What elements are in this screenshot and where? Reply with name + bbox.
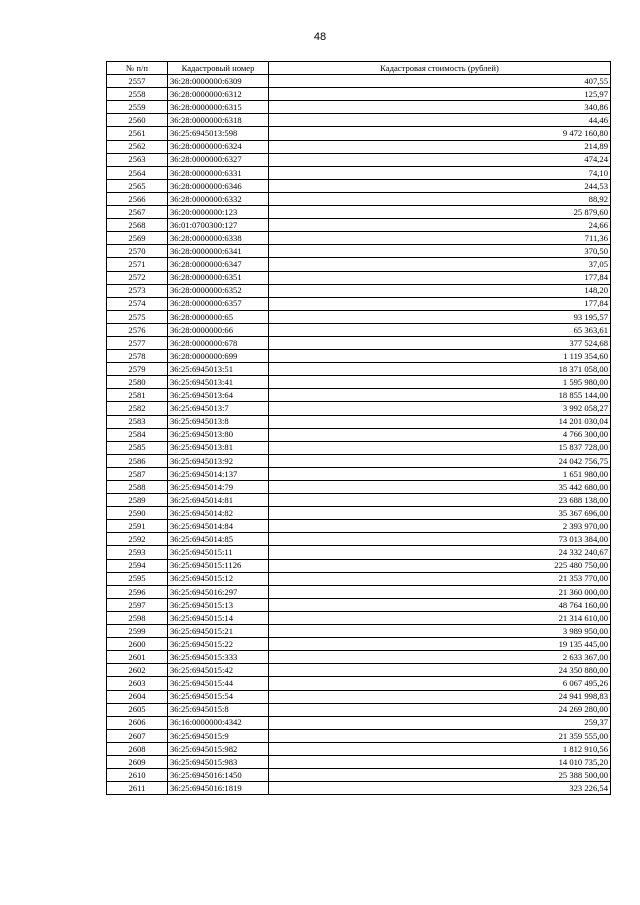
- cadastral-value-cell: 225 480 750,00: [269, 559, 611, 572]
- cadastral-value-cell: 214,89: [269, 140, 611, 153]
- cadastral-value-cell: 177,84: [269, 271, 611, 284]
- cadastral-value-cell: 48 764 160,00: [269, 598, 611, 611]
- table-row: [107, 520, 611, 533]
- cadastral-value-cell: 177,84: [269, 297, 611, 310]
- table-row: [107, 611, 611, 624]
- cadastral-number-cell: 36:28:0000000:6315: [168, 101, 269, 114]
- header-row: [107, 62, 611, 75]
- cadastral-value-cell: 370,50: [269, 245, 611, 258]
- cadastral-number-cell: 36:25:6945015:1126: [168, 559, 269, 572]
- row-number-cell: 2583: [107, 415, 168, 428]
- table-row: [107, 742, 611, 755]
- cadastral-value-cell: 19 135 445,00: [269, 638, 611, 651]
- row-number-cell: 2563: [107, 153, 168, 166]
- table-row: [107, 481, 611, 494]
- cadastral-number-cell: 36:28:0000000:6338: [168, 232, 269, 245]
- table-row: [107, 598, 611, 611]
- row-number-cell: 2596: [107, 585, 168, 598]
- table-row: [107, 219, 611, 232]
- cadastral-number-cell: 36:25:6945016:1819: [168, 782, 269, 795]
- page-number: 48: [313, 31, 327, 43]
- row-number-cell: 2570: [107, 245, 168, 258]
- table-row: [107, 284, 611, 297]
- table-row: [107, 546, 611, 559]
- row-number-cell: 2586: [107, 454, 168, 467]
- cadastral-number-cell: 36:28:0000000:6318: [168, 114, 269, 127]
- cadastral-value-cell: 474,24: [269, 153, 611, 166]
- cadastral-number-cell: 36:25:6945015:12: [168, 572, 269, 585]
- cadastral-number-cell: 36:25:6945016:297: [168, 585, 269, 598]
- table-row: [107, 127, 611, 140]
- cadastral-value-cell: 15 837 728,00: [269, 441, 611, 454]
- row-number-cell: 2569: [107, 232, 168, 245]
- cadastral-value-cell: 4 766 300,00: [269, 428, 611, 441]
- cadastral-number-cell: 36:28:0000000:6357: [168, 297, 269, 310]
- table-row: [107, 716, 611, 729]
- table-row: [107, 179, 611, 192]
- cadastral-value-cell: 74,10: [269, 166, 611, 179]
- cadastral-number-cell: 36:25:6945014:81: [168, 494, 269, 507]
- cadastral-number-cell: 36:28:0000000:6309: [168, 75, 269, 88]
- cadastral-value-cell: 1 119 354,60: [269, 350, 611, 363]
- cadastral-value-cell: 340,86: [269, 101, 611, 114]
- cadastral-number-cell: 36:25:6945015:982: [168, 742, 269, 755]
- cadastral-value-cell: 35 367 696,00: [269, 507, 611, 520]
- table-row: [107, 88, 611, 101]
- table-row: [107, 729, 611, 742]
- cadastral-value-cell: 88,92: [269, 192, 611, 205]
- table-row: [107, 206, 611, 219]
- cadastral-number-cell: 36:25:6945015:9: [168, 729, 269, 742]
- row-number-cell: 2568: [107, 219, 168, 232]
- cadastral-value-cell: 3 989 950,00: [269, 625, 611, 638]
- table-row: [107, 428, 611, 441]
- cadastral-value-cell: 24 941 998,83: [269, 690, 611, 703]
- row-number-cell: 2593: [107, 546, 168, 559]
- cadastral-number-cell: 36:25:6945013:7: [168, 402, 269, 415]
- table-row: [107, 389, 611, 402]
- cadastral-value-cell: 125,97: [269, 88, 611, 101]
- row-number-cell: 2587: [107, 467, 168, 480]
- cadastral-value-cell: 148,20: [269, 284, 611, 297]
- cadastral-number-cell: 36:25:6945013:598: [168, 127, 269, 140]
- cadastral-number-cell: 36:25:6945015:11: [168, 546, 269, 559]
- cadastral-number-cell: 36:25:6945013:41: [168, 376, 269, 389]
- row-number-cell: 2567: [107, 206, 168, 219]
- cadastral-number-cell: 36:25:6945014:85: [168, 533, 269, 546]
- cadastral-number-cell: 36:28:0000000:6327: [168, 153, 269, 166]
- row-number-cell: 2610: [107, 769, 168, 782]
- table-row: [107, 467, 611, 480]
- cadastral-value-cell: 377 524,68: [269, 336, 611, 349]
- table-row: [107, 350, 611, 363]
- cadastral-number-cell: 36:28:0000000:6351: [168, 271, 269, 284]
- row-number-cell: 2590: [107, 507, 168, 520]
- cadastral-number-cell: 36:28:0000000:6346: [168, 179, 269, 192]
- table-row: [107, 441, 611, 454]
- row-number-cell: 2562: [107, 140, 168, 153]
- cadastral-value-cell: 18 371 058,00: [269, 363, 611, 376]
- table-row: [107, 638, 611, 651]
- cadastral-number-cell: 36:25:6945014:79: [168, 481, 269, 494]
- table-row: [107, 585, 611, 598]
- table-row: [107, 153, 611, 166]
- table-row: [107, 533, 611, 546]
- cadastral-value-cell: 35 442 680,00: [269, 481, 611, 494]
- row-number-cell: 2609: [107, 755, 168, 768]
- cadastral-value-cell: 244,53: [269, 179, 611, 192]
- cadastral-value-cell: 1 812 910,56: [269, 742, 611, 755]
- cadastral-value-cell: 44,46: [269, 114, 611, 127]
- row-number-cell: 2580: [107, 376, 168, 389]
- cadastral-number-cell: 36:25:6945013:92: [168, 454, 269, 467]
- table-row: [107, 192, 611, 205]
- cadastral-number-cell: 36:16:0000000:4342: [168, 716, 269, 729]
- row-number-cell: 2564: [107, 166, 168, 179]
- cadastral-value-cell: 9 472 160,80: [269, 127, 611, 140]
- row-number-cell: 2579: [107, 363, 168, 376]
- row-number-cell: 2607: [107, 729, 168, 742]
- cadastral-value-cell: 711,36: [269, 232, 611, 245]
- cadastral-value-cell: 21 314 610,00: [269, 611, 611, 624]
- row-number-cell: 2575: [107, 310, 168, 323]
- row-number-cell: 2561: [107, 127, 168, 140]
- table-row: [107, 101, 611, 114]
- table-row: [107, 677, 611, 690]
- cadastral-number-cell: 36:25:6945014:84: [168, 520, 269, 533]
- cadastral-number-cell: 36:25:6945015:22: [168, 638, 269, 651]
- cadastral-value-cell: 24 269 280,00: [269, 703, 611, 716]
- table-row: [107, 415, 611, 428]
- table-row: [107, 376, 611, 389]
- cadastral-value-cell: 3 992 058,27: [269, 402, 611, 415]
- cadastral-value-cell: 14 010 735,20: [269, 755, 611, 768]
- cadastral-value-cell: 73 013 384,00: [269, 533, 611, 546]
- row-number-cell: 2589: [107, 494, 168, 507]
- row-number-cell: 2600: [107, 638, 168, 651]
- cadastral-number-cell: 36:25:6945015:13: [168, 598, 269, 611]
- cadastral-number-cell: 36:25:6945015:42: [168, 664, 269, 677]
- row-number-cell: 2601: [107, 651, 168, 664]
- cadastral-number-cell: 36:28:0000000:6347: [168, 258, 269, 271]
- header-row-number: № п/п: [107, 62, 168, 75]
- row-number-cell: 2557: [107, 75, 168, 88]
- table-row: [107, 755, 611, 768]
- cadastral-number-cell: 36:25:6945013:64: [168, 389, 269, 402]
- table-row: [107, 323, 611, 336]
- table-row: [107, 297, 611, 310]
- table-row: [107, 271, 611, 284]
- cadastral-value-cell: 65 363,61: [269, 323, 611, 336]
- cadastral-value-cell: 25 388 500,00: [269, 769, 611, 782]
- row-number-cell: 2584: [107, 428, 168, 441]
- row-number-cell: 2572: [107, 271, 168, 284]
- row-number-cell: 2565: [107, 179, 168, 192]
- row-number-cell: 2574: [107, 297, 168, 310]
- cadastral-number-cell: 36:25:6945013:8: [168, 415, 269, 428]
- cadastral-value-cell: 6 067 495,26: [269, 677, 611, 690]
- row-number-cell: 2597: [107, 598, 168, 611]
- row-number-cell: 2588: [107, 481, 168, 494]
- cadastral-number-cell: 36:28:0000000:699: [168, 350, 269, 363]
- cadastral-number-cell: 36:01:0700300:127: [168, 219, 269, 232]
- row-number-cell: 2598: [107, 611, 168, 624]
- row-number-cell: 2573: [107, 284, 168, 297]
- cadastral-number-cell: 36:25:6945014:82: [168, 507, 269, 520]
- row-number-cell: 2591: [107, 520, 168, 533]
- table-row: [107, 507, 611, 520]
- cadastral-number-cell: 36:25:6945013:81: [168, 441, 269, 454]
- row-number-cell: 2605: [107, 703, 168, 716]
- table-row: [107, 664, 611, 677]
- cadastral-number-cell: 36:28:0000000:6331: [168, 166, 269, 179]
- table-row: [107, 75, 611, 88]
- cadastral-number-cell: 36:25:6945013:51: [168, 363, 269, 376]
- cadastral-number-cell: 36:25:6945015:8: [168, 703, 269, 716]
- row-number-cell: 2608: [107, 742, 168, 755]
- cadastral-number-cell: 36:25:6945014:137: [168, 467, 269, 480]
- row-number-cell: 2611: [107, 782, 168, 795]
- table-row: [107, 572, 611, 585]
- cadastral-value-cell: 407,55: [269, 75, 611, 88]
- cadastral-value-cell: 14 201 030,04: [269, 415, 611, 428]
- table-row: [107, 769, 611, 782]
- row-number-cell: 2585: [107, 441, 168, 454]
- cadastral-number-cell: 36:20:0000000:123: [168, 206, 269, 219]
- row-number-cell: 2581: [107, 389, 168, 402]
- table-row: [107, 703, 611, 716]
- table-row: [107, 232, 611, 245]
- cadastral-number-cell: 36:28:0000000:6352: [168, 284, 269, 297]
- table-row: [107, 258, 611, 271]
- cadastral-value-cell: 93 195,57: [269, 310, 611, 323]
- row-number-cell: 2566: [107, 192, 168, 205]
- cadastral-number-cell: 36:28:0000000:6312: [168, 88, 269, 101]
- table-row: [107, 494, 611, 507]
- cadastral-value-table: [106, 61, 611, 795]
- cadastral-number-cell: 36:25:6945015:44: [168, 677, 269, 690]
- cadastral-value-cell: 1 651 980,00: [269, 467, 611, 480]
- cadastral-value-cell: 2 633 367,00: [269, 651, 611, 664]
- cadastral-number-cell: 36:25:6945015:21: [168, 625, 269, 638]
- cadastral-number-cell: 36:25:6945015:333: [168, 651, 269, 664]
- cadastral-number-cell: 36:28:0000000:6332: [168, 192, 269, 205]
- table-row: [107, 625, 611, 638]
- row-number-cell: 2594: [107, 559, 168, 572]
- cadastral-value-cell: 1 595 980,00: [269, 376, 611, 389]
- table-row: [107, 454, 611, 467]
- table-row: [107, 140, 611, 153]
- row-number-cell: 2592: [107, 533, 168, 546]
- cadastral-number-cell: 36:28:0000000:65: [168, 310, 269, 323]
- cadastral-value-cell: 2 393 970,00: [269, 520, 611, 533]
- cadastral-value-cell: 21 359 555,00: [269, 729, 611, 742]
- cadastral-value-cell: 23 688 138,00: [269, 494, 611, 507]
- cadastral-number-cell: 36:25:6945015:14: [168, 611, 269, 624]
- header-cadastral-value: Кадастровая стоимость (рублей): [269, 62, 611, 75]
- row-number-cell: 2582: [107, 402, 168, 415]
- header-cadastral-number: Кадастровый номер: [168, 62, 269, 75]
- cadastral-number-cell: 36:28:0000000:6324: [168, 140, 269, 153]
- cadastral-value-cell: 24 042 756,75: [269, 454, 611, 467]
- cadastral-value-cell: 21 360 000,00: [269, 585, 611, 598]
- row-number-cell: 2595: [107, 572, 168, 585]
- table-row: [107, 559, 611, 572]
- row-number-cell: 2606: [107, 716, 168, 729]
- cadastral-number-cell: 36:28:0000000:6341: [168, 245, 269, 258]
- cadastral-value-cell: 24 350 880,00: [269, 664, 611, 677]
- table-row: [107, 782, 611, 795]
- cadastral-value-cell: 323 226,54: [269, 782, 611, 795]
- table-header: [107, 62, 611, 75]
- row-number-cell: 2599: [107, 625, 168, 638]
- row-number-cell: 2559: [107, 101, 168, 114]
- row-number-cell: 2577: [107, 336, 168, 349]
- cadastral-value-cell: 21 353 770,00: [269, 572, 611, 585]
- row-number-cell: 2558: [107, 88, 168, 101]
- cadastral-value-cell: 259,37: [269, 716, 611, 729]
- table-row: [107, 166, 611, 179]
- cadastral-value-cell: 24 332 240,67: [269, 546, 611, 559]
- cadastral-value-cell: 24,66: [269, 219, 611, 232]
- cadastral-number-cell: 36:28:0000000:678: [168, 336, 269, 349]
- row-number-cell: 2604: [107, 690, 168, 703]
- cadastral-number-cell: 36:25:6945016:1450: [168, 769, 269, 782]
- cadastral-number-cell: 36:25:6945015:983: [168, 755, 269, 768]
- cadastral-number-cell: 36:25:6945013:80: [168, 428, 269, 441]
- row-number-cell: 2603: [107, 677, 168, 690]
- row-number-cell: 2578: [107, 350, 168, 363]
- row-number-cell: 2560: [107, 114, 168, 127]
- table-row: [107, 114, 611, 127]
- cadastral-number-cell: 36:28:0000000:66: [168, 323, 269, 336]
- row-number-cell: 2571: [107, 258, 168, 271]
- table-body: [107, 75, 611, 795]
- table-row: [107, 363, 611, 376]
- row-number-cell: 2576: [107, 323, 168, 336]
- table-row: [107, 336, 611, 349]
- cadastral-number-cell: 36:25:6945015:54: [168, 690, 269, 703]
- cadastral-value-cell: 37,05: [269, 258, 611, 271]
- table-row: [107, 651, 611, 664]
- table-row: [107, 245, 611, 258]
- cadastral-value-cell: 25 879,60: [269, 206, 611, 219]
- table-row: [107, 402, 611, 415]
- table-row: [107, 310, 611, 323]
- row-number-cell: 2602: [107, 664, 168, 677]
- table-row: [107, 690, 611, 703]
- cadastral-value-cell: 18 855 144,00: [269, 389, 611, 402]
